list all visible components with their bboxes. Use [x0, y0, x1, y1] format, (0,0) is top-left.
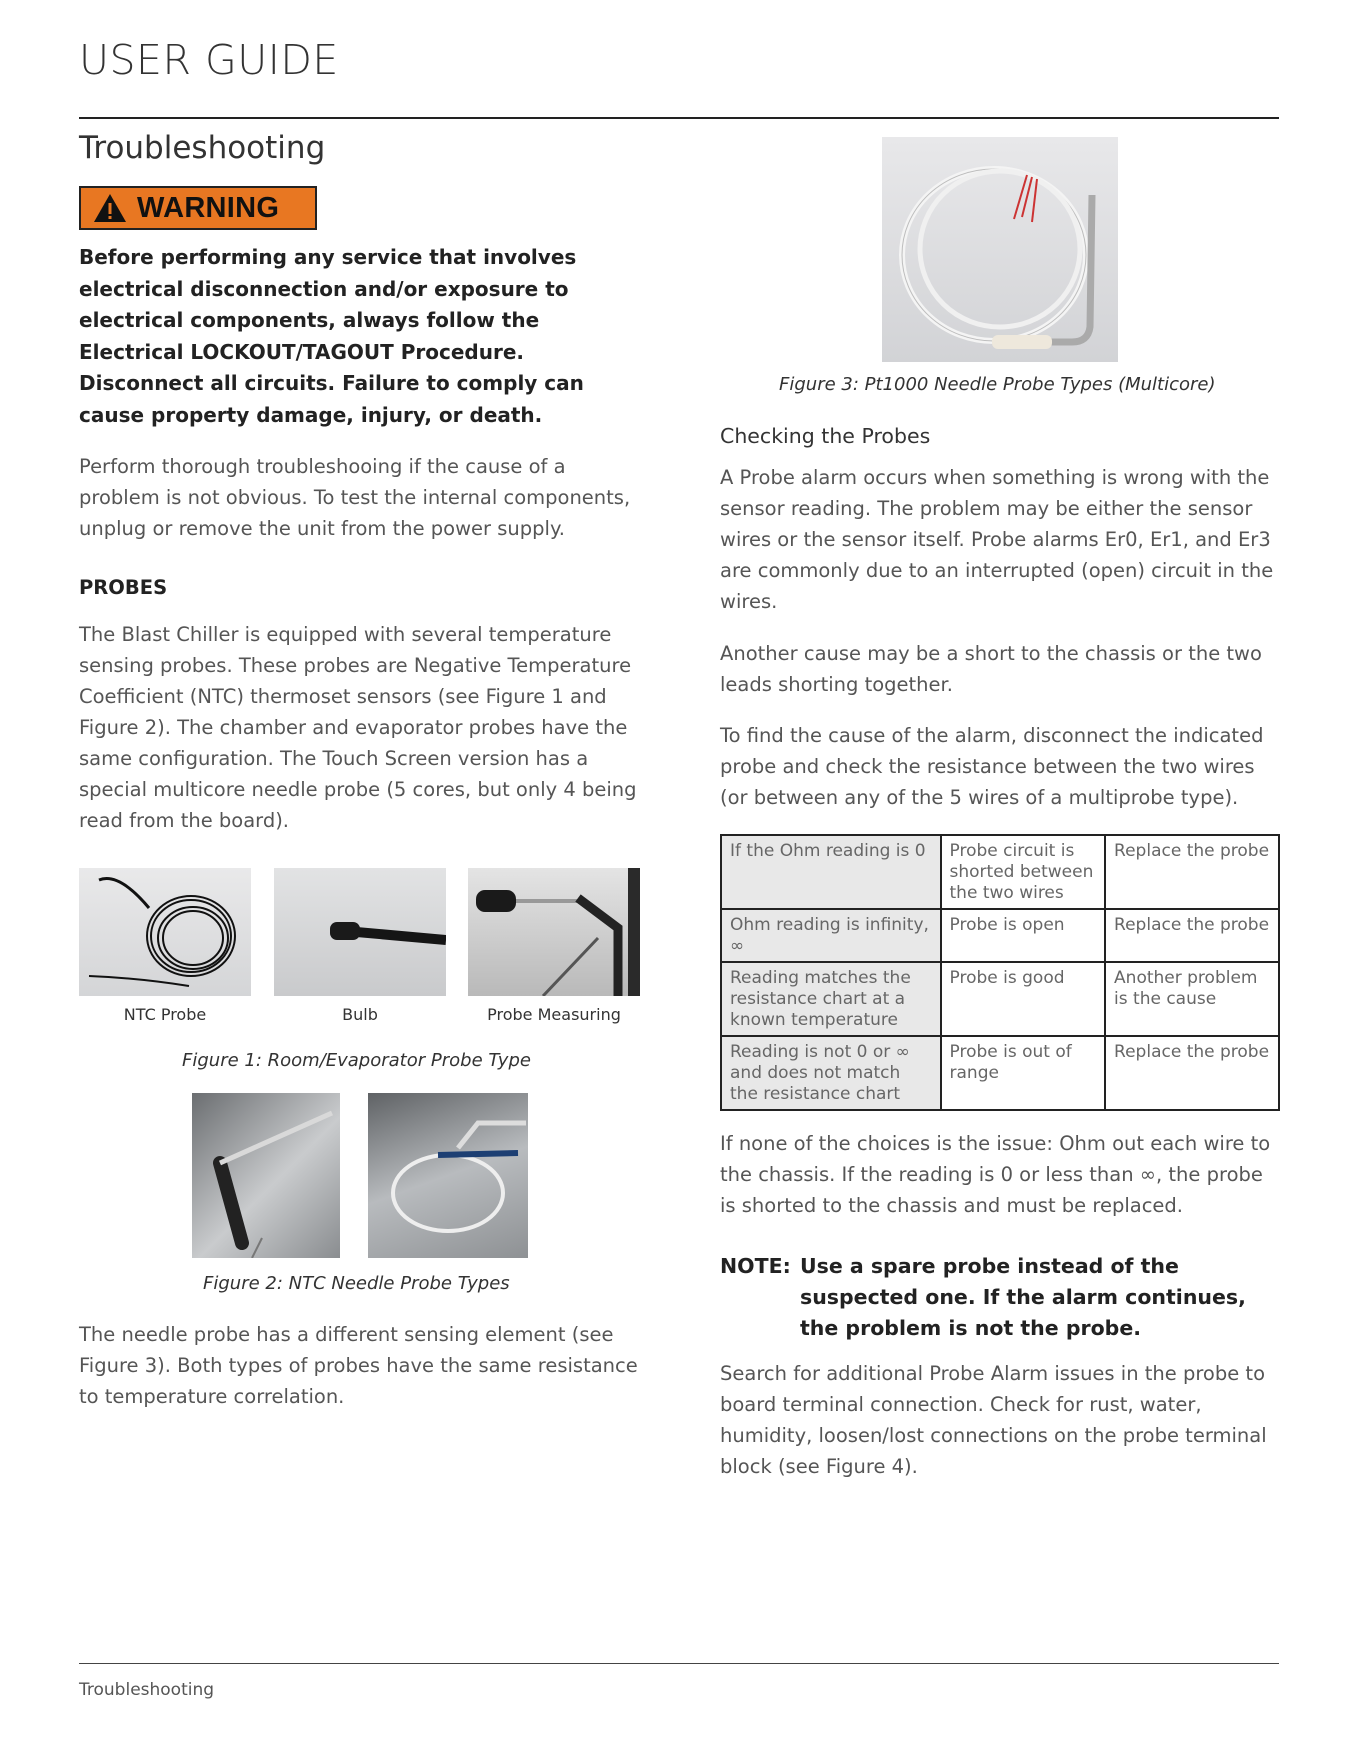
- photo-label-bulb: Bulb: [342, 1005, 378, 1024]
- intro-paragraph: Perform thorough troubleshooing if the cause of a problem is not obvious. To test the internal components, unplug or remove the unit from the power supply.: [79, 455, 631, 540]
- table-row: [721, 909, 1279, 962]
- needle-probe-photo-2: [368, 1093, 528, 1258]
- table-cell: Reading matches the resistance chart at a known temperature: [721, 962, 941, 1036]
- table-cell: Probe is open: [941, 909, 1106, 962]
- ntc-probe-photo: [79, 868, 251, 996]
- photo-label-probe-measuring: Probe Measuring: [487, 1005, 621, 1024]
- table-cell: Replace the probe: [1105, 1036, 1279, 1110]
- short-cause-paragraph: Another cause may be a short to the chassis or the two leads shorting together.: [720, 642, 1262, 696]
- table-cell: Ohm reading is infinity, ∞: [721, 909, 941, 962]
- table-cell: Replace the probe: [1105, 835, 1279, 909]
- table-cell: Probe is good: [941, 962, 1106, 1036]
- document-title: USER GUIDE: [79, 36, 339, 84]
- table-row: [721, 962, 1279, 1036]
- note-block: [720, 1251, 1280, 1344]
- needle-probe-photo-1: [192, 1093, 340, 1258]
- note-label: NOTE:: [720, 1254, 791, 1278]
- warning-triangle-icon: [93, 193, 127, 223]
- note-text: Use a spare probe instead of the suspected one. If the alarm continues, the problem is not the probe.: [800, 1254, 1246, 1340]
- photo-label-ntc-probe: NTC Probe: [123, 1005, 207, 1024]
- figure3-caption: Figure 3: Pt1000 Needle Probe Types (Multicore): [779, 374, 1216, 395]
- probe-measuring-photo: [468, 868, 640, 996]
- table-row: [721, 1036, 1279, 1110]
- ohm-out-paragraph: If none of the choices is the issue: Ohm out each wire to the chassis. If the reading is 0 or less than ∞, the probe is shorted to the chassis and must be replaced.: [720, 1132, 1271, 1217]
- table-cell: If the Ohm reading is 0: [721, 835, 941, 909]
- left-column: [79, 130, 649, 836]
- table-cell: Another problem is the cause: [1105, 962, 1279, 1036]
- section-title: Troubleshooting: [79, 130, 326, 166]
- probes-paragraph: The Blast Chiller is equipped with several temperature sensing probes. These probes are Negative Temperature Coefficient (NTC) thermoset sensors (see Figure 1 and Figure 2). The chamber and evaporator probes have the same configuration. The Touch Screen version has a special multicore needle probe (5 cores, but only 4 being read from the board).: [79, 623, 637, 832]
- pt1000-probe-photo: [882, 137, 1118, 362]
- header-rule: [79, 117, 1279, 119]
- find-cause-paragraph: To find the cause of the alarm, disconnect the indicated probe and check the resistance between the two wires (or between any of the 5 wires of a multiprobe type).: [720, 724, 1264, 809]
- figure1-caption: Figure 1: Room/Evaporator Probe Type: [182, 1050, 531, 1071]
- warning-label: WARNING: [137, 191, 280, 224]
- figure2-caption: Figure 2: NTC Needle Probe Types: [203, 1273, 510, 1294]
- table-row: [721, 835, 1279, 909]
- table-cell: Probe circuit is shorted between the two wires: [941, 835, 1106, 909]
- footer-text: Troubleshooting: [79, 1680, 215, 1700]
- needle-paragraph: The needle probe has a different sensing element (see Figure 3). Both types of probes have the same resistance to temperature correlation.: [79, 1323, 638, 1408]
- probe-alarm-paragraph: A Probe alarm occurs when something is wrong with the sensor reading. The problem may be either the sensor wires or the sensor itself. Probe alarms Er0, Er1, and Er3 are commonly due to an interrupted (open) circuit in the wires.: [720, 466, 1274, 613]
- ohm-reading-table: [720, 834, 1280, 1111]
- bulb-photo: [274, 868, 446, 996]
- warning-banner: [79, 186, 317, 230]
- table-cell: Probe is out of range: [941, 1036, 1106, 1110]
- checking-probes-heading: Checking the Probes: [720, 424, 931, 448]
- table-cell: Replace the probe: [1105, 909, 1279, 962]
- probes-heading: PROBES: [79, 576, 168, 599]
- table-cell: Reading is not 0 or ∞ and does not match the resistance chart: [721, 1036, 941, 1110]
- footer-rule: [79, 1663, 1279, 1664]
- warning-text: Before performing any service that involves electrical disconnection and/or exposure to electrical components, always follow the Electrical LOCKOUT/TAGOUT Procedure. Disconnect all circuits. Failure to comply can cause property damage, injury, or death.: [79, 245, 584, 427]
- terminal-connection-paragraph: Search for additional Probe Alarm issues in the probe to board terminal connection. Check for rust, water, humidity, loosen/lost connections on the probe terminal block (see Figure 4).: [720, 1362, 1267, 1478]
